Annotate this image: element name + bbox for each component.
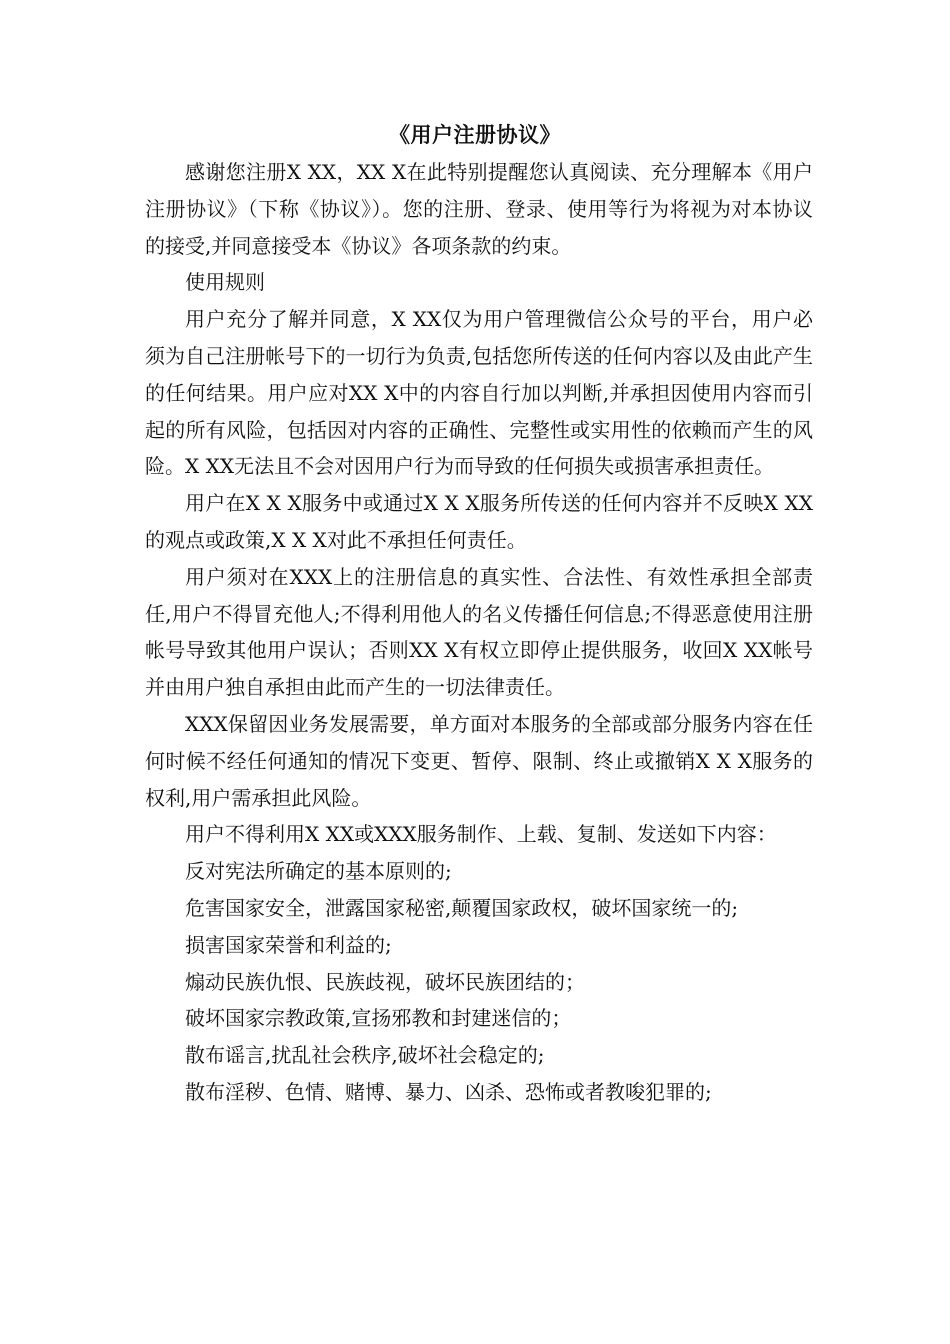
- list-item: 危害国家安全，泄露国家秘密,颠覆国家政权，破坏国家统一的;: [185, 895, 739, 920]
- paragraph-user-responsibility: 用户充分了解并同意，X XX仅为用户管理微信公众号的平台，用户必须为自己注册帐号下的一切行为负责,包括您所传送的任何内容以及由此产生的任何结果。用户应对XX X中的内容自行加以判断,并承担因使用内容而引起的所有风险，包括因对内容的正确性、完整性或实用性的依赖而产生的风险。X XX无法且不会对因用户行为而导致的任何损失或损害承担责任。: [145, 307, 813, 479]
- document-body: [145, 154, 813, 1111]
- paragraph-content-disclaimer: 用户在X X X服务中或通过X X X服务所传送的任何内容并不反映X XX的观点或政策,X X X对此不承担任何责任。: [145, 491, 813, 552]
- list-item: 反对宪法所确定的基本原则的;: [185, 859, 452, 884]
- list-item: 煽动民族仇恨、民族歧视，破坏民族团结的；: [185, 969, 585, 994]
- paragraph-registration-info: 用户须对在XXX上的注册信息的真实性、合法性、有效性承担全部责任,用户不得冒充他人;不得利用他人的名义传播任何信息;不得恶意使用注册帐号导致其他用户误认；否则XX X有权立即停止提供服务，收回X XX帐号并由用户独自承担由此而产生的一切法律责任。: [145, 564, 813, 700]
- paragraph-prohibited-intro: 用户不得利用X XX或XXX服务制作、上载、复制、发送如下内容：: [185, 822, 777, 847]
- list-item: 散布谣言,扰乱社会秩序,破坏社会稳定的;: [185, 1043, 545, 1068]
- section-heading-usage-rules: 使用规则: [185, 270, 265, 295]
- paragraph-service-changes: XXX保留因业务发展需要，单方面对本服务的全部或部分服务内容在任何时候不经任何通知的情况下变更、暂停、限制、终止或撤销X X X服务的权利,用户需承担此风险。: [145, 711, 813, 810]
- document-title: 《用户注册协议》: [389, 122, 561, 147]
- list-item: 损害国家荣誉和利益的;: [185, 932, 392, 957]
- list-item: 破坏国家宗教政策,宣扬邪教和封建迷信的；: [185, 1006, 572, 1031]
- intro-paragraph: 感谢您注册X XX，XX X在此特别提醒您认真阅读、充分理解本《用户注册协议》（下称《协议》）。您的注册、登录、使用等行为将视为对本协议的接受,并同意接受本《协议》各项条款的约束。: [145, 160, 813, 258]
- list-item: 散布淫秽、色情、赌博、暴力、凶杀、恐怖或者教唆犯罪的;: [185, 1079, 712, 1104]
